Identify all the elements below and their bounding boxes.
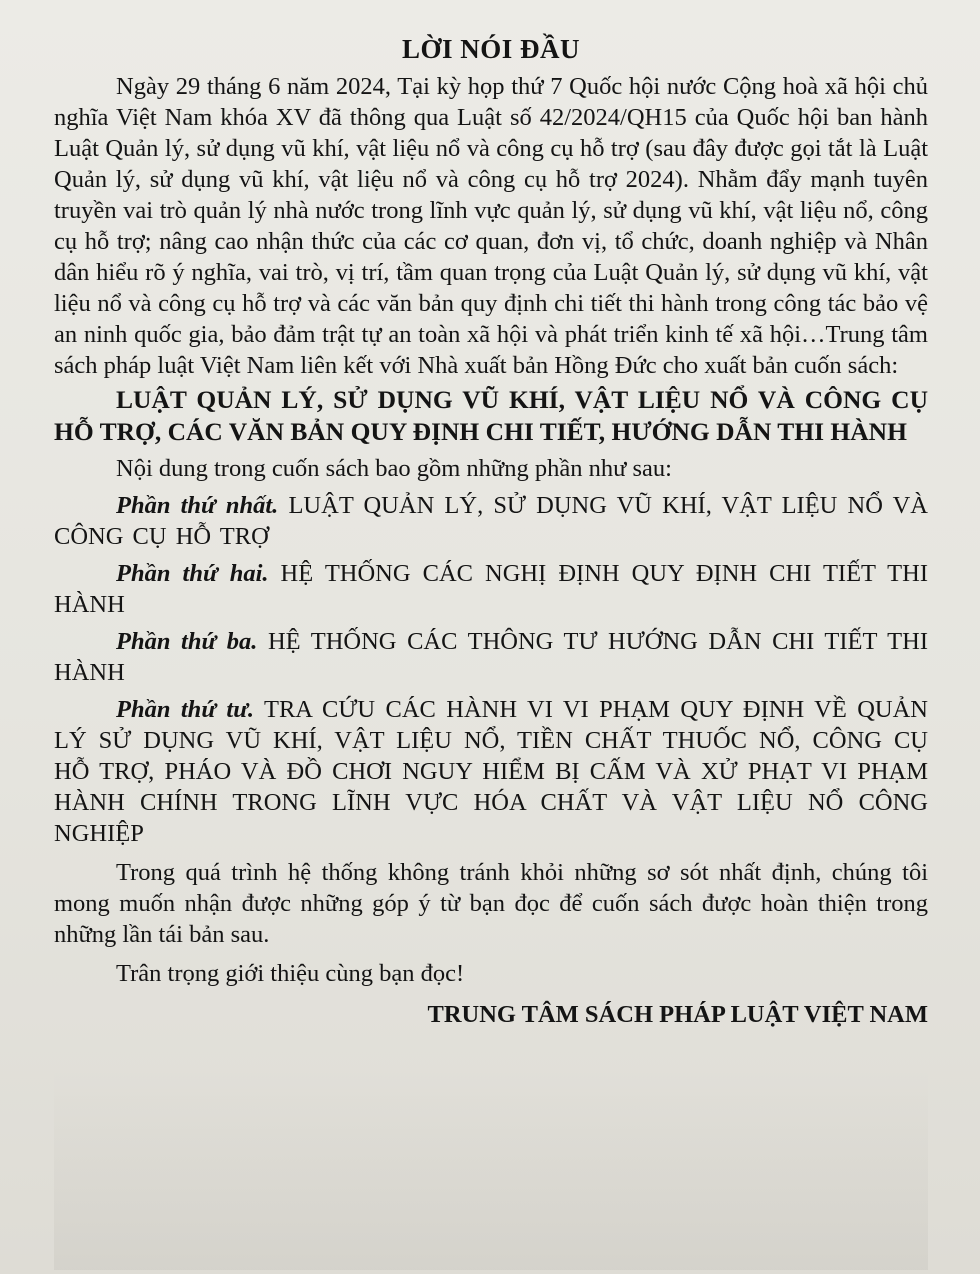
part-4 xyxy=(54,694,928,849)
part-2 xyxy=(54,558,928,620)
book-title: LUẬT QUẢN LÝ, SỬ DỤNG VŨ KHÍ, VẬT LIỆU NỔ VÀ CÔNG CỤ HỖ TRỢ, CÁC VĂN BẢN QUY ĐỊNH CHI TIẾT, HƯỚNG DẪN THI HÀNH xyxy=(54,385,928,446)
part-2-label: Phần thứ hai. xyxy=(116,560,269,587)
page-content xyxy=(54,34,928,1030)
intro-paragraph: Ngày 29 tháng 6 năm 2024, Tại kỳ họp thứ 7 Quốc hội nước Cộng hoà xã hội chủ nghĩa Việt Nam khóa XV đã thông qua Luật số 42/2024/QH15 của Quốc hội ban hành Luật Quản lý, sử dụng vũ khí, vật liệu nổ và công cụ hỗ trợ (sau đây được gọi tắt là Luật Quản lý, sử dụng vũ khí, vật liệu nổ và công cụ hỗ trợ 2024). Nhằm đẩy mạnh tuyên truyền vai trò quản lý nhà nước trong lĩnh vực quản lý, sử dụng vũ khí, vật liệu nổ, công cụ hỗ trợ; nâng cao nhận thức của các cơ quan, đơn vị, tổ chức, doanh nghiệp và Nhân dân hiểu rõ ý nghĩa, vai trò, vị trí, tầm quan trọng của Luật Quản lý, sử dụng vũ khí, vật liệu nổ và công cụ hỗ trợ và các văn bản quy định chi tiết thi hành trong công tác bảo vệ an ninh quốc gia, bảo đảm trật tự an toàn xã hội và phát triển kinh tế xã hội…Trung tâm sách pháp luật Việt Nam liên kết với Nhà xuất bản Hồng Đức cho xuất bản cuốn sách: xyxy=(54,73,928,379)
part-2-text: HỆ THỐNG CÁC NGHỊ ĐỊNH QUY ĐỊNH CHI TIẾT THI HÀNH xyxy=(54,560,928,618)
part-1-text: LUẬT QUẢN LÝ, SỬ DỤNG VŨ KHÍ, VẬT LIỆU NỔ VÀ CÔNG CỤ HỖ TRỢ xyxy=(54,492,928,550)
signature: TRUNG TÂM SÁCH PHÁP LUẬT VIỆT NAM xyxy=(427,1001,928,1028)
page-title: LỜI NÓI ĐẦU xyxy=(401,34,581,64)
part-3-text: HỆ THỐNG CÁC THÔNG TƯ HƯỚNG DẪN CHI TIẾT THI HÀNH xyxy=(54,628,928,686)
page-shadow xyxy=(54,1070,928,1270)
closing-paragraph: Trong quá trình hệ thống không tránh khỏi những sơ sót nhất định, chúng tôi mong muốn nhận được những góp ý từ bạn đọc để cuốn sách được hoàn thiện trong những lần tái bản sau. xyxy=(54,859,928,948)
part-1-label: Phần thứ nhất. xyxy=(116,492,279,519)
part-4-text: TRA CỨU CÁC HÀNH VI VI PHẠM QUY ĐỊNH VỀ QUẢN LÝ SỬ DỤNG VŨ KHÍ, VẬT LIỆU NỔ, TIỀN CHẤT THUỐC NỔ, CÔNG CỤ HỖ TRỢ, PHÁO VÀ ĐỒ CHƠI NGUY HIỂM BỊ CẤM VÀ XỬ PHẠT VI PHẠM HÀNH CHÍNH TRONG LĨNH VỰC HÓA CHẤT VÀ VẬT LIỆU NỔ CÔNG NGHIỆP xyxy=(54,696,928,847)
part-4-label: Phần thứ tư. xyxy=(116,696,255,723)
greeting: Trân trọng giới thiệu cùng bạn đọc! xyxy=(116,960,465,987)
contents-intro: Nội dung trong cuốn sách bao gồm những phần như sau: xyxy=(116,455,672,482)
part-3-label: Phần thứ ba. xyxy=(116,628,258,655)
part-3 xyxy=(54,626,928,688)
part-1 xyxy=(54,490,928,552)
